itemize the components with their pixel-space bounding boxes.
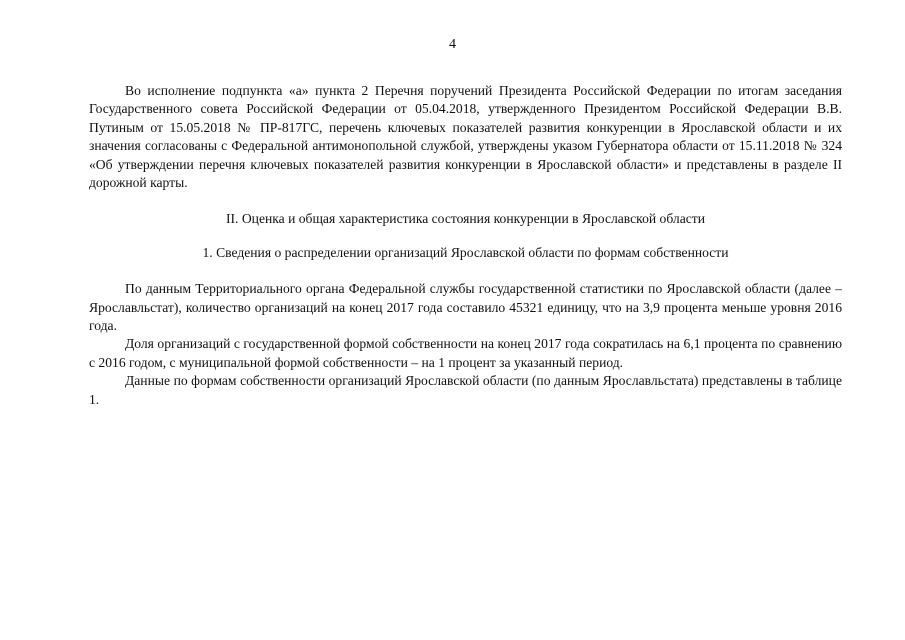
- spacer: [89, 262, 842, 280]
- body-paragraph: Доля организаций с государственной формой собственности на конец 2017 года сократилась на 6,1 процента по сравнению с 2016 годом, с муниципальной формой собственности – на 1 процент за указанный период.: [89, 336, 842, 370]
- subsection-heading: 1. Сведения о распределении организаций Ярославской области по формам собственности: [202, 244, 729, 260]
- body-paragraph: Данные по формам собственности организаций Ярославской области (по данным Ярославльстата) представлены в таблице 1.: [89, 373, 842, 407]
- page-number: 4: [449, 37, 456, 52]
- intro-paragraph: Во исполнение подпункта «а» пункта 2 Перечня поручений Президента Российской Федерации по итогам заседания Государственного совета Российской Федерации от 05.04.2018, утвержденного Президентом Российской Федерации В.В. Путиным от 15.05.2018 № ПР-817ГС, перечень ключевых показателей развития конкуренции в Ярославской области и их значения согласованы с Федеральной антимонопольной службой, утверждены указом Губернатора области от 15.11.2018 № 324 «Об утверждении перечня ключевых показателей развития конкуренции в Ярославской области» и представлены в разделе II дорожной карты.: [89, 83, 842, 191]
- document-body: [89, 82, 842, 409]
- section-heading: II. Оценка и общая характеристика состояния конкуренции в Ярославской области: [226, 211, 705, 227]
- body-paragraph: По данным Территориального органа Федеральной службы государственной статистики по Ярославской области (далее – Ярославльстат), количество организаций на конец 2017 года составило 45321 единицу, что на 3,9 процента меньше уровня 2016 года.: [89, 281, 842, 334]
- spacer: [89, 229, 842, 244]
- spacer: [89, 192, 842, 210]
